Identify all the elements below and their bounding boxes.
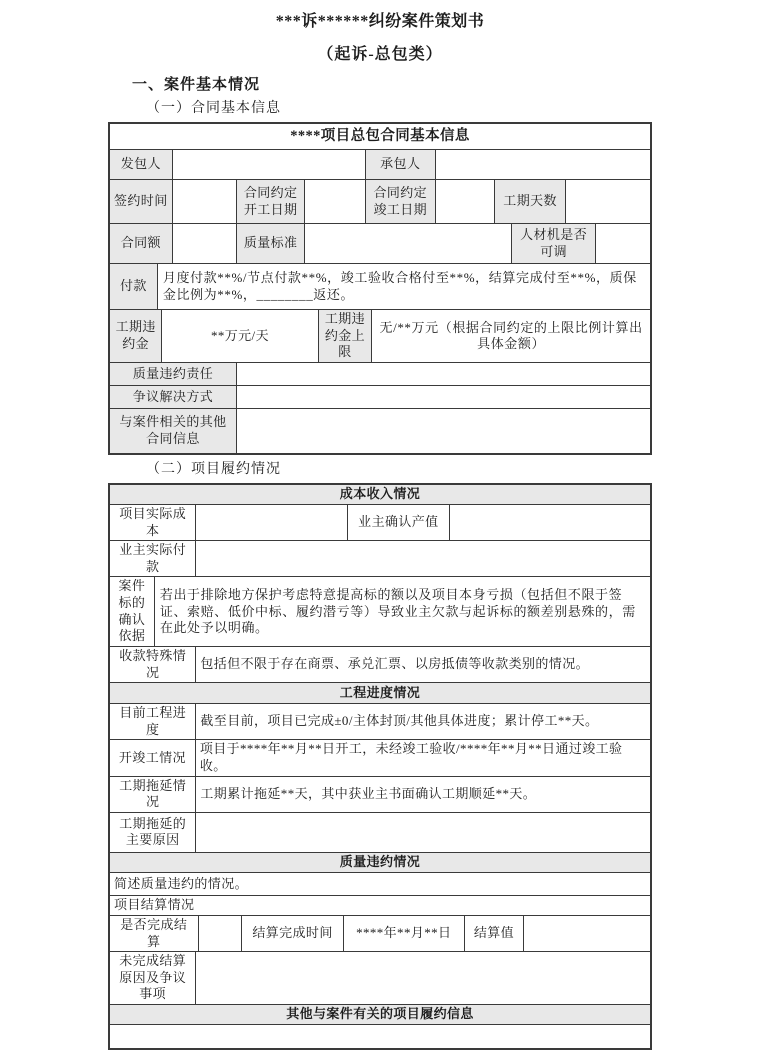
table-row: [110, 873, 650, 896]
delay-status-label: 工期拖延情况: [110, 777, 196, 813]
table-row: [110, 505, 650, 541]
delay-reason-value-cell[interactable]: [196, 813, 650, 853]
agreed-start-value-cell[interactable]: [305, 180, 365, 224]
labor-material-label: 人材机是否可调: [512, 224, 597, 264]
table-row: [110, 541, 650, 577]
table-row: [110, 704, 650, 740]
payment-label: 付款: [110, 264, 158, 310]
amount-value-cell[interactable]: [173, 224, 237, 264]
dispute-resolution-value-cell[interactable]: [237, 386, 650, 409]
table-row: [110, 952, 650, 1005]
document-title: ***诉******纠纷案件策划书: [275, 13, 485, 30]
table-row: [110, 740, 650, 776]
settlement-section-label: 项目结算情况: [110, 896, 650, 916]
table-row: [110, 853, 650, 873]
subsection-2-heading: （二）项目履约情况: [146, 461, 281, 477]
other-performance-value-cell[interactable]: [110, 1025, 650, 1048]
settlement-done-value-cell[interactable]: [199, 916, 243, 952]
quality-liability-label: 质量违约责任: [110, 363, 237, 386]
table-row: [110, 683, 650, 704]
performance-table: [108, 483, 652, 1050]
settlement-unfinished-label: 未完成结算原因及争议事项: [110, 952, 196, 1005]
table-row: [110, 124, 650, 150]
amount-label: 合同额: [110, 224, 173, 264]
table-row: [110, 264, 650, 310]
delay-penalty-label: 工期违约金: [110, 310, 162, 363]
current-progress-text: 截至目前，项目已完成±0/主体封顶/其他具体进度；累计停工**天。: [196, 704, 650, 740]
employer-label: 发包人: [110, 150, 173, 180]
start-finish-label: 开竣工情况: [110, 740, 196, 776]
delay-penalty-cap-value: 无/**万元（根据合同约定的上限比例计算出具体金额）: [372, 310, 650, 363]
progress-header: 工程进度情况: [110, 683, 650, 704]
current-progress-label: 目前工程进度: [110, 704, 196, 740]
cost-income-header: 成本收入情况: [110, 485, 650, 505]
actual-cost-value-cell[interactable]: [196, 505, 348, 541]
settlement-time-label: 结算完成时间: [242, 916, 344, 952]
table-row: [110, 224, 650, 264]
table-row: [110, 485, 650, 505]
duration-days-label: 工期天数: [495, 180, 566, 224]
owner-payment-value-cell[interactable]: [196, 541, 650, 577]
document-subtitle: （起诉-总包类）: [317, 46, 443, 63]
subject-basis-text: 若出于排除地方保护考虑特意提高标的额以及项目本身亏损（包括但不限于签证、索赔、低价中标、履约潜亏等）导致业主欠款与起诉标的额差别悬殊的，需在此处予以明确。: [155, 577, 650, 647]
table-row: [110, 409, 650, 453]
agreed-start-label: 合同约定开工日期: [237, 180, 306, 224]
dispute-resolution-label: 争议解决方式: [110, 386, 237, 409]
agreed-finish-label: 合同约定竣工日期: [366, 180, 436, 224]
receipt-special-label: 收款特殊情况: [110, 647, 196, 683]
settlement-value-cell[interactable]: [524, 916, 650, 952]
settlement-unfinished-value-cell[interactable]: [196, 952, 650, 1005]
quality-standard-value-cell[interactable]: [305, 224, 511, 264]
agreed-finish-value-cell[interactable]: [436, 180, 495, 224]
subject-basis-label: 案件标的确认依据: [110, 577, 155, 647]
table-row: [110, 1005, 650, 1025]
table-row: [110, 577, 650, 647]
quality-liability-value-cell[interactable]: [237, 363, 650, 386]
contract-table-title: ****项目总包合同基本信息: [110, 124, 650, 150]
delay-reason-label: 工期拖延的主要原因: [110, 813, 196, 853]
quality-note-text: 简述质量违约的情况。: [110, 873, 650, 896]
table-row: [110, 896, 650, 916]
other-performance-header: 其他与案件有关的项目履约信息: [110, 1005, 650, 1025]
subsection-1-heading: （一）合同基本信息: [146, 101, 281, 116]
quality-standard-label: 质量标准: [237, 224, 306, 264]
table-row: [110, 813, 650, 853]
quality-header: 质量违约情况: [110, 853, 650, 873]
table-row: [110, 647, 650, 683]
contract-info-table: [108, 122, 652, 455]
delay-penalty-value[interactable]: **万元/天: [162, 310, 318, 363]
table-row: [110, 386, 650, 409]
table-row: [110, 363, 650, 386]
owner-output-label: 业主确认产值: [348, 505, 450, 541]
sign-time-value-cell[interactable]: [173, 180, 237, 224]
settlement-done-label: 是否完成结算: [110, 916, 199, 952]
owner-payment-label: 业主实际付款: [110, 541, 196, 577]
sign-time-label: 签约时间: [110, 180, 173, 224]
receipt-special-text: 包括但不限于存在商票、承兑汇票、以房抵债等收款类别的情况。: [196, 647, 650, 683]
owner-output-value-cell[interactable]: [450, 505, 650, 541]
delay-status-text: 工期累计拖延**天，其中获业主书面确认工期顺延**天。: [196, 777, 650, 813]
other-contract-info-label: 与案件相关的其他合同信息: [110, 409, 237, 453]
table-row: [110, 916, 650, 952]
table-row: [110, 310, 650, 363]
table-row: [110, 777, 650, 813]
labor-material-value-cell[interactable]: [596, 224, 650, 264]
table-row: [110, 180, 650, 224]
other-contract-info-value-cell[interactable]: [237, 409, 650, 453]
section-1-heading: 一、案件基本情况: [132, 77, 261, 93]
table-row: [110, 150, 650, 180]
delay-penalty-cap-label: 工期违约金上限: [319, 310, 373, 363]
duration-days-value-cell[interactable]: [566, 180, 650, 224]
employer-value-cell[interactable]: [173, 150, 366, 180]
contractor-label: 承包人: [366, 150, 436, 180]
settlement-time-value[interactable]: ****年**月**日: [344, 916, 465, 952]
settlement-value-label: 结算值: [465, 916, 524, 952]
start-finish-text: 项目于****年**月**日开工，未经竣工验收/****年**月**日通过竣工验收。: [196, 740, 650, 776]
actual-cost-label: 项目实际成本: [110, 505, 196, 541]
table-row: [110, 1025, 650, 1048]
payment-terms-text: 月度付款**%/节点付款**%，竣工验收合格付至**%，结算完成付至**%，质保金比例为**%，________返还。: [158, 264, 650, 310]
contractor-value-cell[interactable]: [436, 150, 650, 180]
